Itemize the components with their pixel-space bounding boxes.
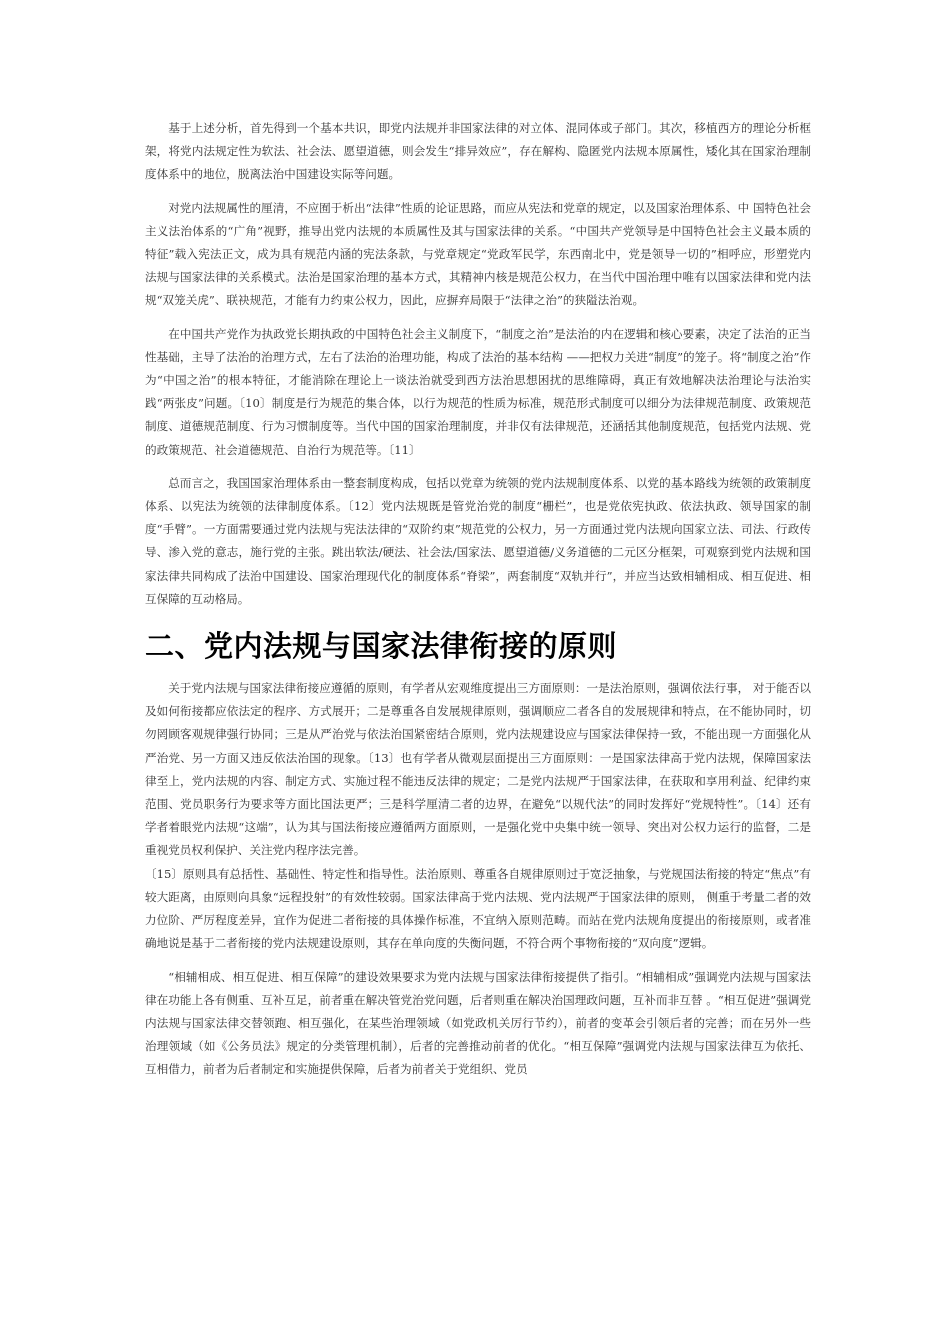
paragraph-principles: 关于党内法规与国家法律衔接应遵循的原则，有学者从宏观维度提出三方面原则：一是法治原则，强调依法行事， 对于能否以及如何衔接都应依法定的程序、方式展开；二是尊重各自发展规律原则，强调顺应二者各自的发展规律和特点，在不能协同时，切勿罔顾客观规律强行协同；三是从严治党与依法治国紧密结合原则，党内法规建设应与国家法律保持一致，不能出现一方面强化从严治党、另一方面又违反依法治国的现象。〔13〕也有学者从微观层面提出三方面原则：一是国家法律高于党内法规，保障国家法律至上，党内法规的内容、制定方式、实施过程不能违反法律的规定；二是党内法规严于国家法律，在获取和享用利益、纪律约束范围、党员职务行为要求等方面比国法更严；三是科学厘清二者的边界，在避免“以规代法”的同时发挥好“党规特性”。〔14〕还有学者着眼党内法规“这端”，认为其与国法衔接应遵循两方面原则，一是强化党中央集中统一领导、突出对公权力运行的监督，二是重视党员权利保护、关注党内程序法完善。 — [145, 681, 811, 858]
paragraph-rule-of-system: 在中国共产党作为执政党长期执政的中国特色社会主义制度下，“制度之治”是法治的内在逻辑和核心要素，决定了法治的正当性基础，主导了法治的治理方式，左右了法治的治理功能，构成了法治的基本结构 ——把权力关进“制度”的笼子。将“制度之治”作为“中国之治”的根本特征，才能消除在理论上一谈法治就受到西方法治思想困扰的思维障碍，真正有效地解决法治理论与法治实践“两张皮”问题。〔10〕制度是行为规范的集合体，以行为规范的性质为标准，规范形式制度可以细分为法律规范制度、政策规范制度、道德规范制度、行为习惯制度等。当代中国的国家治理制度，并非仅有法律规范，还涵括其他制度规范，包括党内法规、党的政策规范、社会道德规范、自治行为规范等。〔11〕 — [145, 326, 811, 457]
paragraph-consensus: 基于上述分析，首先得到一个基本共识，即党内法规并非国家法律的对立体、混同体或子部门。其次，移植西方的理论分析框架，将党内法规定性为软法、社会法、愿望道德，则会发生“排异效应”，存在解构、隐匿党内法规本原属性，矮化其在国家治理制度体系中的地位，脱离法治中国建设实际等问题。 — [145, 121, 811, 182]
paragraph-summary: 总而言之，我国国家治理体系由一整套制度构成，包括以党章为统领的党内法规制度体系、以党的基本路线为统领的政策制度体系、以宪法为统领的法律制度体系。〔12〕党内法规既是管党治党的制度“栅栏”，也是党依宪执政、依法执政、领导国家的制度“手臂”。一方面需要通过党内法规与宪法法律的“双阶约束”规范党的公权力，另一方面通过党内法规向国家立法、司法、行政传导、渗入党的意志，施行党的主张。跳出软法/硬法、社会法/国家法、愿望道德/义务道德的二元区分框架，可观察到党内法规和国家法律共同构成了法治中国建设、国家治理现代化的制度体系“脊梁”，两套制度“双轨并行”，并应当达致相辅相成、相互促进、相互保障的互动格局。 — [145, 475, 811, 606]
document-page — [145, 117, 811, 1082]
paragraph-mutual-requirements: “相辅相成、相互促进、相互保障”的建设效果要求为党内法规与国家法律衔接提供了指引。“相辅相成”强调党内法规与国家法律在功能上各有侧重、互补互足，前者重在解决管党治党问题，后者则重在解决治国理政问题，互补而非互替 。“相互促进”强调党内法规与国家法律交替领跑、相互强化，在某些治理领域（如党政机关厉行节约），前者的变革会引领后者的完善；而在另外一些治理领域（如《公务员法》规定的分类管理机制），后者的完善推动前者的优化。“相互保障”强调党内法规与国家法律互为依托、互相借力，前者为后者制定和实施提供保障，后者为前者关于党组织、党员 — [145, 969, 811, 1077]
paragraph-critique: 〔15〕原则具有总括性、基础性、特定性和指导性。法治原则、尊重各自规律原则过于宽泛抽象，与党规国法衔接的特定“焦点”有较大距离，由原则向具象“远程投射”的有效性较弱。国家法律高于党内法规、党内法规严于国家法律的原则， 侧重于考量二者的效力位阶、严厉程度差异，宜作为促进二者衔接的具体操作标准，不宜纳入原则范畴。而站在党内法规角度提出的衔接原则，或者准确地说是基于二者衔接的党内法规建设原则，其存在单向度的失衡问题，不符合两个事物衔接的“双向度”逻辑。 — [145, 866, 811, 951]
section-heading: 二、党内法规与国家法律衔接的原则 — [145, 629, 618, 664]
paragraph-attribute-clarification: 对党内法规属性的厘清，不应囿于析出“法律”性质的论证思路，而应从宪法和党章的规定，以及国家治理体系、中 国特色社会主义法治体系的“广角”视野，推导出党内法规的本质属性及其与国家法律的关系。“中国共产党领导是中国特色社会主义最本质的特征”载入宪法正文，成为具有规范内涵的宪法条款，与党章规定“党政军民学，东西南北中，党是领导一切的”相呼应，形塑党内法规与国家法律的关系模式。法治是国家治理的基本方式，其精神内核是规范公权力，在当代中国治理中唯有以国家法律和党内法规“双笼关虎”、联袂规范，才能有力约束公权力，因此，应摒弃局限于“法律之治”的狭隘法治观。 — [145, 200, 811, 308]
